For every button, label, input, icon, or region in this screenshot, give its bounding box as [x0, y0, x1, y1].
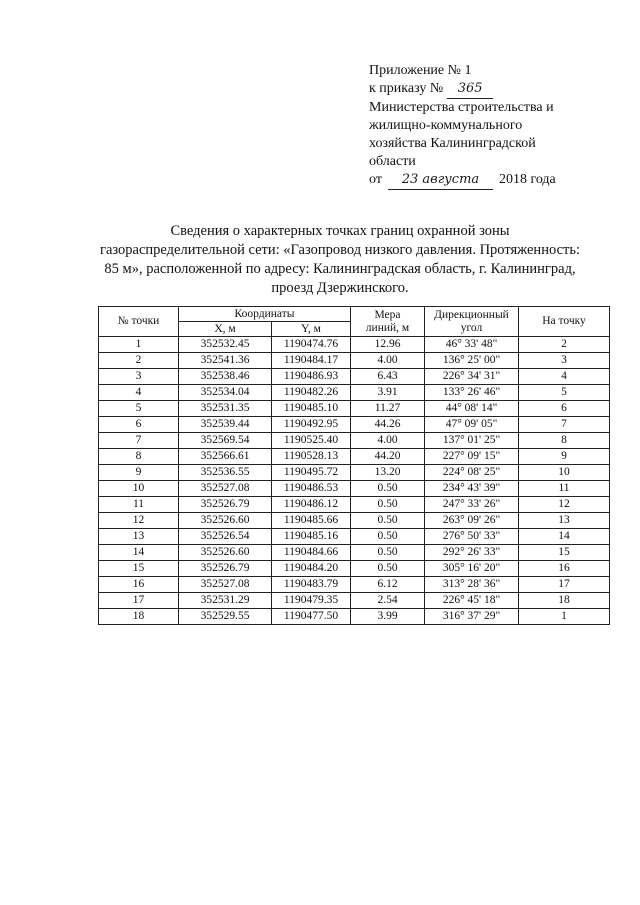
cell-angle: 292° 26' 33" — [425, 545, 519, 561]
cell-to-point: 15 — [519, 545, 610, 561]
heading-line-3: 85 м», расположенной по адресу: Калининградская область, г. Калининград, — [104, 261, 576, 277]
cell-point-number: 11 — [99, 497, 179, 513]
cell-to-point: 9 — [519, 449, 610, 465]
table-row — [99, 369, 610, 385]
ministry-line-4: области — [369, 154, 416, 169]
cell-x: 352566.61 — [179, 449, 272, 465]
cell-to-point: 7 — [519, 417, 610, 433]
cell-x: 352531.29 — [179, 593, 272, 609]
cell-length: 44.26 — [351, 417, 425, 433]
cell-angle: 234° 43' 39" — [425, 481, 519, 497]
table-row — [99, 433, 610, 449]
cell-length: 4.00 — [351, 433, 425, 449]
heading-line-4: проезд Дзержинского. — [271, 280, 409, 296]
cell-angle: 226° 34' 31" — [425, 369, 519, 385]
cell-point-number: 15 — [99, 561, 179, 577]
cell-x: 352536.55 — [179, 465, 272, 481]
cell-point-number: 6 — [99, 417, 179, 433]
cell-y: 1190486.12 — [272, 497, 351, 513]
cell-y: 1190484.20 — [272, 561, 351, 577]
table-row — [99, 353, 610, 369]
table-row — [99, 481, 610, 497]
cell-angle: 226° 45' 18" — [425, 593, 519, 609]
header-angle-line-2: угол — [460, 321, 483, 334]
heading-line-2: газораспределительной сети: «Газопровод низкого давления. Протяженность: — [100, 242, 580, 258]
ministry-line-2: жилищно-коммунального — [369, 118, 523, 133]
cell-to-point: 2 — [519, 337, 610, 353]
heading-line-1: Сведения о характерных точках границ охранной зоны — [170, 223, 510, 239]
cell-length: 6.43 — [351, 369, 425, 385]
table-row — [99, 529, 610, 545]
cell-angle: 305° 16' 20" — [425, 561, 519, 577]
header-length-line-2: линий, м — [365, 321, 410, 334]
cell-y: 1190485.66 — [272, 513, 351, 529]
cell-to-point: 3 — [519, 353, 610, 369]
cell-x: 352539.44 — [179, 417, 272, 433]
cell-point-number: 10 — [99, 481, 179, 497]
cell-to-point: 12 — [519, 497, 610, 513]
cell-point-number: 4 — [99, 385, 179, 401]
cell-length: 6.12 — [351, 577, 425, 593]
cell-x: 352532.45 — [179, 337, 272, 353]
appendix-title: Приложение № 1 — [369, 63, 472, 78]
cell-y: 1190492.95 — [272, 417, 351, 433]
table-row — [99, 401, 610, 417]
header-direction-angle — [425, 307, 519, 337]
cell-y: 1190483.79 — [272, 577, 351, 593]
cell-angle: 263° 09' 26" — [425, 513, 519, 529]
cell-angle: 247° 33' 26" — [425, 497, 519, 513]
cell-angle: 224° 08' 25" — [425, 465, 519, 481]
cell-point-number: 2 — [99, 353, 179, 369]
table-body — [99, 337, 610, 625]
cell-to-point: 8 — [519, 433, 610, 449]
cell-length: 0.50 — [351, 561, 425, 577]
cell-point-number: 18 — [99, 609, 179, 625]
cell-angle: 47° 09' 05" — [425, 417, 519, 433]
cell-angle: 44° 08' 14" — [425, 401, 519, 417]
cell-to-point: 10 — [519, 465, 610, 481]
cell-x: 352527.08 — [179, 577, 272, 593]
cell-y: 1190479.35 — [272, 593, 351, 609]
table-row — [99, 449, 610, 465]
cell-x: 352526.54 — [179, 529, 272, 545]
cell-angle: 316° 37' 29" — [425, 609, 519, 625]
cell-angle: 133° 26' 46" — [425, 385, 519, 401]
header-y: Y, м — [272, 322, 351, 337]
cell-length: 4.00 — [351, 353, 425, 369]
table-row — [99, 513, 610, 529]
cell-length: 3.91 — [351, 385, 425, 401]
approval-block — [369, 62, 609, 190]
cell-angle: 46° 33' 48" — [425, 337, 519, 353]
cell-angle: 276° 50' 33" — [425, 529, 519, 545]
date-prefix: от — [369, 172, 382, 187]
cell-x: 352527.08 — [179, 481, 272, 497]
cell-to-point: 13 — [519, 513, 610, 529]
cell-length: 0.50 — [351, 545, 425, 561]
header-x: X, м — [179, 322, 272, 337]
cell-angle: 227° 09' 15" — [425, 449, 519, 465]
cell-length: 0.50 — [351, 529, 425, 545]
cell-x: 352526.60 — [179, 513, 272, 529]
cell-y: 1190485.16 — [272, 529, 351, 545]
cell-point-number: 16 — [99, 577, 179, 593]
header-length-line-1: Мера — [374, 308, 401, 321]
ministry-line-3: хозяйства Калининградской — [369, 136, 536, 151]
header-point-number: № точки — [99, 307, 179, 337]
cell-angle: 137° 01' 25" — [425, 433, 519, 449]
ministry-line-1: Министерства строительства и — [369, 100, 554, 115]
header-angle-line-1: Дирекционный — [434, 308, 509, 321]
cell-y: 1190484.17 — [272, 353, 351, 369]
table-row — [99, 337, 610, 353]
cell-point-number: 8 — [99, 449, 179, 465]
cell-x: 352526.79 — [179, 497, 272, 513]
order-date — [369, 171, 609, 190]
table-row — [99, 417, 610, 433]
cell-to-point: 11 — [519, 481, 610, 497]
boundary-points-table — [98, 306, 610, 625]
cell-x: 352529.55 — [179, 609, 272, 625]
cell-angle: 136° 25' 00" — [425, 353, 519, 369]
cell-length: 0.50 — [351, 513, 425, 529]
cell-to-point: 17 — [519, 577, 610, 593]
cell-length: 2.54 — [351, 593, 425, 609]
table-row — [99, 385, 610, 401]
cell-angle: 313° 28' 36" — [425, 577, 519, 593]
cell-length: 0.50 — [351, 481, 425, 497]
table-row — [99, 465, 610, 481]
cell-x: 352569.54 — [179, 433, 272, 449]
order-prefix: к приказу № — [369, 81, 444, 96]
cell-point-number: 13 — [99, 529, 179, 545]
cell-to-point: 18 — [519, 593, 610, 609]
cell-length: 12.96 — [351, 337, 425, 353]
header-to-point: На точку — [519, 307, 610, 337]
cell-length: 0.50 — [351, 497, 425, 513]
cell-x: 352538.46 — [179, 369, 272, 385]
cell-x: 352531.35 — [179, 401, 272, 417]
order-number-handwritten: 365 — [447, 80, 493, 99]
table-header-row-1 — [99, 307, 610, 322]
cell-point-number: 14 — [99, 545, 179, 561]
header-line-length — [351, 307, 425, 337]
document-heading — [80, 222, 600, 298]
cell-to-point: 14 — [519, 529, 610, 545]
date-handwritten: 23 августа — [388, 171, 493, 190]
header-coordinates: Координаты — [179, 307, 351, 322]
cell-y: 1190474.76 — [272, 337, 351, 353]
cell-point-number: 3 — [99, 369, 179, 385]
cell-point-number: 17 — [99, 593, 179, 609]
cell-y: 1190477.50 — [272, 609, 351, 625]
cell-length: 11.27 — [351, 401, 425, 417]
cell-point-number: 5 — [99, 401, 179, 417]
cell-to-point: 6 — [519, 401, 610, 417]
cell-x: 352526.60 — [179, 545, 272, 561]
cell-length: 44.20 — [351, 449, 425, 465]
cell-y: 1190495.72 — [272, 465, 351, 481]
cell-y: 1190484.66 — [272, 545, 351, 561]
cell-point-number: 12 — [99, 513, 179, 529]
date-year: 2018 года — [498, 172, 556, 187]
cell-y: 1190486.93 — [272, 369, 351, 385]
table-row — [99, 497, 610, 513]
cell-to-point: 1 — [519, 609, 610, 625]
cell-y: 1190485.10 — [272, 401, 351, 417]
table-row — [99, 577, 610, 593]
table-row — [99, 593, 610, 609]
cell-point-number: 9 — [99, 465, 179, 481]
cell-to-point: 5 — [519, 385, 610, 401]
cell-x: 352534.04 — [179, 385, 272, 401]
cell-length: 13.20 — [351, 465, 425, 481]
cell-to-point: 16 — [519, 561, 610, 577]
table-row — [99, 561, 610, 577]
table-row — [99, 545, 610, 561]
cell-y: 1190528.13 — [272, 449, 351, 465]
cell-y: 1190525.40 — [272, 433, 351, 449]
cell-point-number: 1 — [99, 337, 179, 353]
order-reference — [369, 80, 609, 99]
cell-y: 1190486.53 — [272, 481, 351, 497]
cell-x: 352541.36 — [179, 353, 272, 369]
table-row — [99, 609, 610, 625]
cell-x: 352526.79 — [179, 561, 272, 577]
cell-length: 3.99 — [351, 609, 425, 625]
cell-point-number: 7 — [99, 433, 179, 449]
cell-to-point: 4 — [519, 369, 610, 385]
cell-y: 1190482.26 — [272, 385, 351, 401]
